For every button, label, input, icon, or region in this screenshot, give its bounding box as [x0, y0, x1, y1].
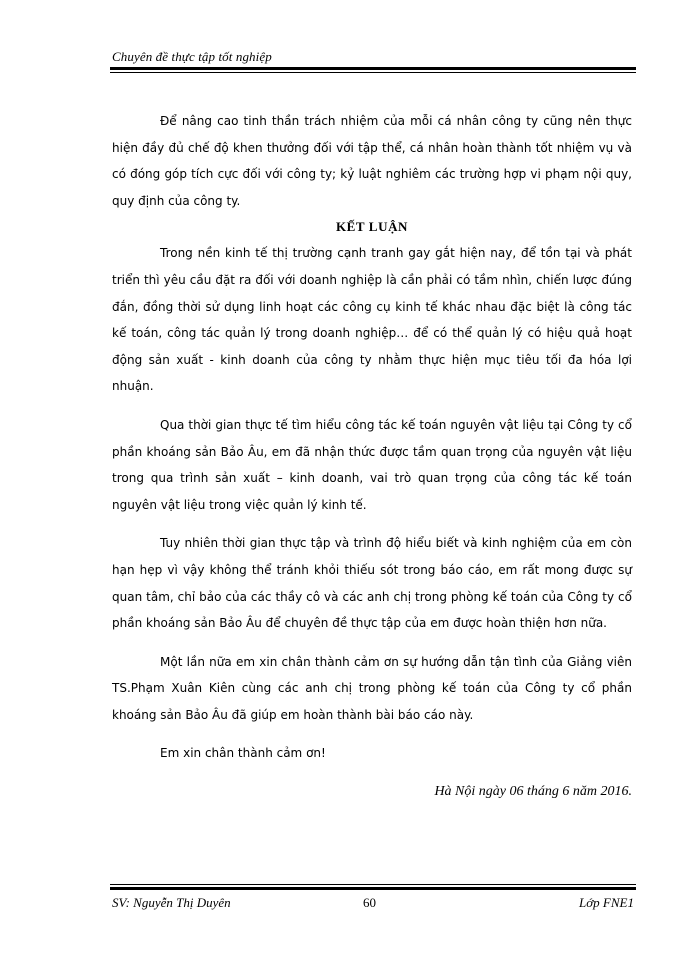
page-footer	[112, 895, 634, 911]
header-rule-thin	[110, 72, 636, 73]
header-rule-thick	[110, 67, 636, 70]
footer-class: Lớp FNE1	[579, 895, 634, 910]
footer-rule-thin	[110, 884, 636, 885]
footer-student: SV: Nguyễn Thị Duyên	[112, 895, 231, 910]
footer-page-number: 60	[363, 895, 376, 910]
intro-paragraph: Để nâng cao tinh thần trách nhiệm của mỗi cá nhân công ty cũng nên thực hiện đầy đủ chế độ khen thưởng đối với tập thể, cá nhân hoàn thành tốt nhiệm vụ và có đóng góp tích cực đối với công ty; kỷ luật nghiêm các trường hợp vi phạm nội quy, quy định của công ty.	[112, 114, 632, 208]
conclusion-paragraph-5: Em xin chân thành cảm ơn!	[160, 746, 326, 761]
conclusion-paragraph-2: Qua thời gian thực tế tìm hiểu công tác kế toán nguyên vật liệu tại Công ty cổ phần khoáng sản Bảo Âu, em đã nhận thức được tầm quan trọng của nguyên vật liệu trong qua trình sản xuất – kinh doanh, vai trò quan trọng của công tác kế toán nguyên vật liệu trong việc quản lý kinh tế.	[112, 417, 632, 512]
footer-rule-thick	[110, 887, 636, 890]
conclusion-paragraph-4: Một lần nữa em xin chân thành cảm ơn sự hướng dẫn tận tình của Giảng viên TS.Phạm Xuân Kiên cùng các anh chị trong phòng kế toán của Công ty cổ phần khoáng sản Bảo Âu đã giúp em hoàn thành bài báo cáo này.	[112, 654, 632, 722]
header-title: Chuyên đề thực tập tốt nghiệp	[112, 49, 272, 64]
conclusion-paragraph-3: Tuy nhiên thời gian thực tập và trình độ hiểu biết và kinh nghiệm của em còn hạn hẹp vì vậy không thể tránh khỏi thiếu sót trong báo cáo, em rất mong được sự quan tâm, chỉ bảo của các thầy cô và các anh chị trong phòng kế toán của Công ty cổ phần khoáng sản Bảo Âu để chuyên đề thực tập của em được hoàn thiện hơn nữa.	[112, 536, 632, 631]
page-body	[112, 108, 632, 806]
sign-date: Hà Nội ngày 06 tháng 6 năm 2016.	[434, 784, 632, 800]
section-title: KẾT LUẬN	[335, 219, 409, 235]
conclusion-paragraph-1: Trong nền kinh tế thị trường cạnh tranh gay gắt hiện nay, để tồn tại và phát triển thì yêu cầu đặt ra đối với doanh nghiệp là cần phải có tầm nhìn, chiến lược đúng đắn, đồng thời sử dụng linh hoạt các công cụ kinh tế khác nhau đặc biệt là công tác kế toán, công tác quản lý trong doanh nghiệp… để có thể quản lý có hiệu quả hoạt động sản xuất - kinh doanh của công ty nhằm thực hiện mục tiêu tối đa hóa lợi nhuận.	[112, 246, 632, 394]
